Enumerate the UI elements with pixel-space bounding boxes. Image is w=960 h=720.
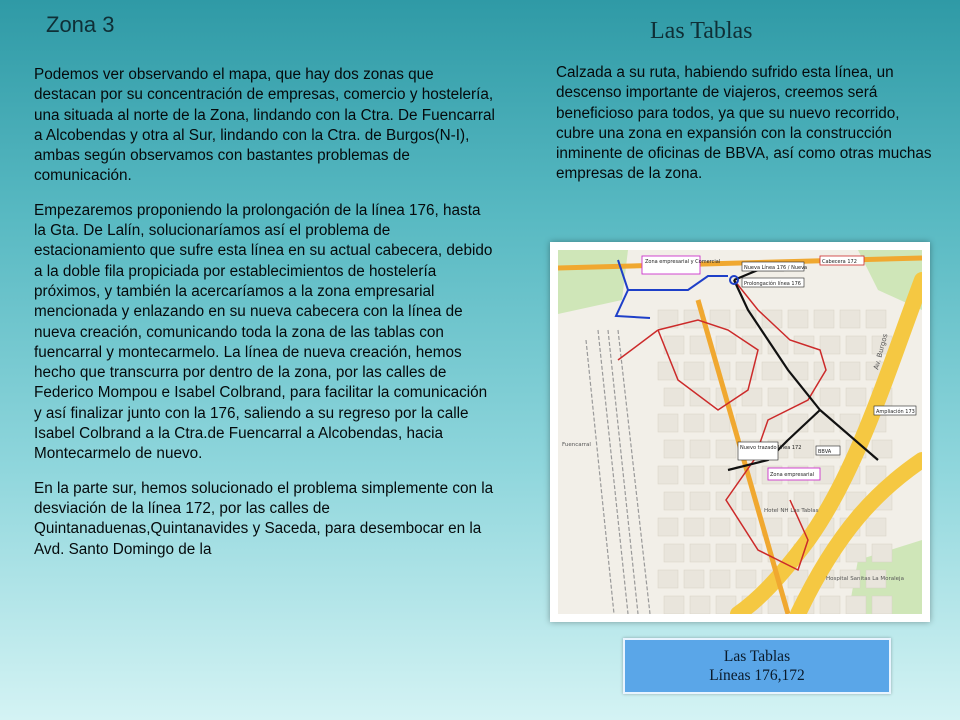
map-city-block [788,362,808,380]
zone-title: Zona 3 [46,12,115,37]
caption-line-2: Líneas 176,172 [709,667,805,684]
map-caption [623,638,891,694]
map-city-block [710,466,730,484]
map-city-block [814,310,834,328]
map-label-bbva [816,446,840,455]
map-label-bbva-text: BBVA [818,449,832,455]
map-label-cabecera-text: Cabecera 172 [822,259,857,265]
place-title: Las Tablas [650,18,753,44]
left-text-column [34,65,496,574]
map-label-prolongacion [742,278,804,287]
map-city-block [762,362,782,380]
paragraph-line-176: Empezaremos proponiendo la prolongación de la línea 176, hasta la Gta. De Lalín, solucionaríamos así el problema de estacionamiento que sufre esta línea en su actual cabecera, debido a la doble fila propiciada por establecimientos de hostelería próximos, y también la acercaríamos a la zona empresarial mencionada y enlazando en su nueva cabecera con la línea de nueva creación, comunicando toda la zona de las tablas con fuencarral y montecarmelo. La línea de nueva creación, hemos hecho que transcurra por dentro de la zona, por las calles de Federico Mompou e Isabel Colbrand, para facilitar la comunicación y así finalizar junto con la 176, saliendo a su regreso por la calle Isabel Colbrand a la Ctra.de Fuencarral a Alcobendas, hacia Montecarmelo de nuevo. [34,201,493,463]
map-label-av-burgos: Av. Burgos [872,332,890,371]
map-city-block [820,336,840,354]
route-map [550,242,930,622]
map-label-zona-norte-text: Zona empresarial y Comercial [645,259,721,265]
map-label-zona-sur-text: Zona empresarial [770,472,815,478]
map-city-block [684,362,704,380]
map-city-block [710,570,730,588]
map-city-block [664,596,684,614]
map-image [558,250,922,614]
map-city-block [664,544,684,562]
right-text-column [556,63,938,185]
map-city-block [664,388,684,406]
map-city-block [742,388,762,406]
map-label-hospital: Hospital Sanitas La Moraleja [826,576,904,582]
paragraph-south: En la parte sur, hemos solucionado el problema simplemente con la desviación de la línea 172, por las calles de Quintanaduenas,Quintanavides y Saceda, para desembocar en la Avd. Santo Domingo de la [34,479,494,558]
caption-line-1: Las Tablas [723,648,791,665]
map-label-hotel: Hotel NH Las Tablas [764,508,819,514]
map-city-block [788,310,808,328]
map-city-block [658,570,678,588]
map-label-nuevo-trazado-text: Nuevo trazado línea 172 [740,445,802,451]
map-city-block [690,440,710,458]
map-city-block [762,310,782,328]
map-label-zona-sur [768,468,820,480]
map-label-nueva-linea-text: Nueva Línea 176 / Nueva [744,265,808,271]
map-city-block [872,440,892,458]
map-city-block [684,466,704,484]
map-city-block [846,388,866,406]
paragraph-intro: Podemos ver observando el mapa, que hay dos zonas que destacan por su concentración de empresas, comercio y hostelería, una situada al norte de la Zona, lindando con la Ctra. De Fuencarral a Alcobendas y otra al Sur, lindando con la Ctra. de Burgos(N-I), ambas según observamos con bastantes problemas de comunicación. [34,66,495,185]
map-city-block [872,596,892,614]
map-city-block [664,492,684,510]
map-city-block [690,596,710,614]
map-label-ampliacion-text: Ampliación 173 [876,409,915,415]
map-label-nueva-linea [742,262,807,271]
map-city-block [846,544,866,562]
map-city-block [716,336,736,354]
map-label-fuencarral: Fuencarral [562,442,591,448]
map-city-block [814,414,834,432]
map-city-block [710,518,730,536]
map-city-block [736,570,756,588]
map-city-block [846,336,866,354]
map-city-block [742,336,762,354]
map-city-block [840,310,860,328]
map-city-block [840,362,860,380]
map-city-block [658,518,678,536]
map-city-block [820,388,840,406]
map-city-block [710,414,730,432]
map-city-block [664,440,684,458]
map-city-block [658,466,678,484]
map-city-block [866,310,886,328]
map-city-block [768,388,788,406]
map-city-block [742,544,762,562]
map-city-block [684,518,704,536]
map-city-block [866,518,886,536]
map-city-block [684,414,704,432]
map-city-block [820,596,840,614]
map-city-block [716,440,736,458]
map-city-block [716,544,736,562]
map-city-block [658,414,678,432]
map-label-ampliacion [874,406,916,415]
map-city-block [684,570,704,588]
map-city-block [846,596,866,614]
map-city-block [872,544,892,562]
paragraph-continuation: Calzada a su ruta, habiendo sufrido esta línea, un descenso importante de viajeros, creemos será beneficioso para todos, ya que su nuevo recorrido, cubre una zona en expansión con la construcción inminente de oficinas de BBVA, así como otras muchas empresas de la zona. [556,64,932,183]
map-city-block [690,544,710,562]
map-city-block [736,414,756,432]
map-label-prolongacion-text: Prolongación línea 176 [744,281,801,287]
map-label-cabecera [820,256,864,265]
map-city-block [690,492,710,510]
